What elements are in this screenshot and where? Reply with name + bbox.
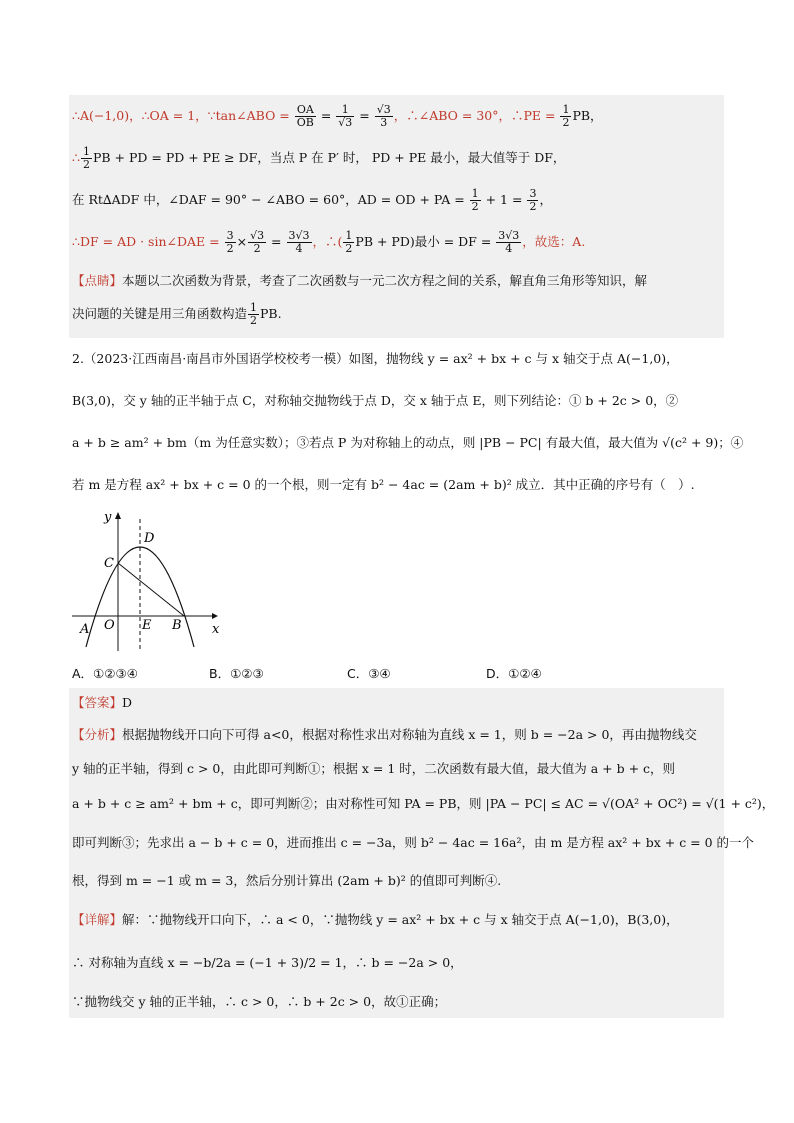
text: 在 Rt∆ADF 中，∠DAF = 90° − ∠ABO = 60°，AD = OD + PA = xyxy=(72,192,469,207)
text: ，∴( xyxy=(312,234,343,249)
comment-tag: 【点睛】 xyxy=(72,273,123,288)
label-x: x xyxy=(212,622,220,637)
label-o: O xyxy=(104,618,115,633)
num: OA xyxy=(295,104,316,117)
num: √3 xyxy=(376,103,391,116)
analysis-line5: 根，得到 m = −1 或 m = 3，然后分别计算出 (2am + b)² 的值即可判断④. xyxy=(72,873,502,888)
question-line4: 若 m 是方程 ax² + bx + c = 0 的一个根，则一定有 b² − 4ac = (2am + b)² 成立．其中正确的序号有（ ）. xyxy=(72,477,695,492)
num: 3 xyxy=(226,229,234,242)
den: 2 xyxy=(226,242,234,255)
y-axis-arrow xyxy=(115,512,121,519)
text: 本题以二次函数为背景，考查了二次函数与一元二次方程之间的关系，解直角三角形等知识，解 xyxy=(122,273,648,288)
num: 1 xyxy=(336,104,354,117)
text: ，∴∠ABO = 30°，∴PE = xyxy=(393,108,560,123)
den: 4 xyxy=(295,242,303,255)
fraction xyxy=(560,104,571,129)
label-y: y xyxy=(104,510,112,525)
fraction xyxy=(295,104,316,129)
analysis-line2: y 轴的正半轴，得到 c > 0，由此即可判断①；根据 x = 1 时，二次函数有最大值，最大值为 a + b + c，则 xyxy=(72,761,676,776)
block1-line3 xyxy=(72,188,552,213)
block1-comment xyxy=(72,272,647,290)
question-line2: B(3,0)，交 y 轴的正半轴于点 C，对称轴交抛物线于点 D，交 x 轴于点 E，则下列结论：① b + 2c > 0，② xyxy=(72,393,679,408)
num: 1 xyxy=(471,187,479,200)
text: 解：∵抛物线开口向下，∴ a < 0，∵抛物线 y = ax² + bx + c 与 x 轴交于点 A(−1,0)，B(3,0)， xyxy=(122,912,679,927)
analysis-line3: a + b + c ≥ am² + bm + c，即可判断②；由对称性可知 PA = PB，则 |PA − PC| ≤ AC = √(OA² + OC²) = √(1 + c²)， xyxy=(72,796,775,811)
detail-tag: 【详解】 xyxy=(72,912,123,927)
den: OB xyxy=(296,116,314,129)
option-b[interactable]: B．①②③ xyxy=(209,666,264,681)
analysis-tag: 【分析】 xyxy=(72,727,123,742)
option-a[interactable]: A．①②③④ xyxy=(72,666,138,681)
option-d[interactable]: D．①②④ xyxy=(486,666,542,681)
text: ，故选：A. xyxy=(522,234,586,249)
text: 决问题的关键是用三角函数构造 xyxy=(72,306,248,321)
label-a: A xyxy=(80,622,90,637)
den: 2 xyxy=(82,158,90,171)
fraction xyxy=(81,146,92,171)
fraction xyxy=(248,230,266,255)
fraction xyxy=(470,188,481,213)
num: 1 xyxy=(562,103,570,116)
fraction xyxy=(225,230,236,255)
den: 2 xyxy=(250,314,258,327)
x-axis-arrow xyxy=(212,613,218,619)
fraction xyxy=(527,188,538,213)
num: 1 xyxy=(345,229,353,242)
text: ∴ xyxy=(72,150,80,165)
label-e: E xyxy=(142,618,152,633)
den: 2 xyxy=(471,200,479,213)
block1-line2 xyxy=(72,146,565,171)
answer-tag: 【答案】 xyxy=(72,695,123,710)
text: ， xyxy=(539,192,552,207)
fraction xyxy=(248,302,259,327)
num: √3 xyxy=(250,229,265,242)
den: 4 xyxy=(505,242,513,255)
label-d: D xyxy=(144,531,155,546)
text: ∴DF = AD · sin∠DAE = xyxy=(72,234,224,249)
label-c: C xyxy=(104,556,114,571)
fraction xyxy=(336,104,354,129)
num: 3 xyxy=(529,187,537,200)
question-line1: 2.（2023·江西南昌·南昌市外国语学校校考一模）如图，抛物线 y = ax² + bx + c 与 x 轴交于点 A(−1,0)， xyxy=(72,351,679,366)
den: √3 xyxy=(338,116,353,129)
fraction xyxy=(375,104,393,129)
parabola-graph xyxy=(72,505,232,655)
text: × xyxy=(236,234,248,249)
analysis-line4: 即可判断③；先求出 a − b + c = 0，进而推出 c = −3a，则 b² − 4ac = 16a²，由 m 是方程 ax² + bx + c = 0 的一个 xyxy=(72,835,755,850)
fraction xyxy=(343,230,354,255)
label-b: B xyxy=(172,618,182,633)
text: = xyxy=(355,108,374,123)
text: ∴A(−1,0)，∴OA = 1，∵tan∠ABO = xyxy=(72,108,294,123)
num: 1 xyxy=(250,301,258,314)
text: + 1 = xyxy=(481,192,527,207)
den: 2 xyxy=(253,242,261,255)
answer-line xyxy=(72,694,132,712)
detail-line1 xyxy=(72,911,679,929)
detail-line3: ∵抛物线交 y 轴的正半轴，∴ c > 0，∴ b + 2c > 0，故①正确； xyxy=(72,994,447,1009)
den: 3 xyxy=(380,116,388,129)
den: 2 xyxy=(562,116,570,129)
text: PB， xyxy=(572,108,603,123)
fraction xyxy=(496,230,521,255)
num: 1 xyxy=(82,145,90,158)
detail-line2: ∴ 对称轴为直线 x = −b/2a = (−1 + 3)/2 = 1，∴ b = −2a > 0， xyxy=(72,955,463,970)
num: 3√3 xyxy=(498,229,520,242)
block1-comment2 xyxy=(72,302,282,327)
text: = xyxy=(316,108,336,123)
text: PB. xyxy=(260,306,282,321)
num: 3√3 xyxy=(288,229,310,242)
fraction xyxy=(287,230,312,255)
answer-value: D xyxy=(122,695,133,710)
block1-line1 xyxy=(72,104,603,129)
text: PB + PD = PD + PE ≥ DF，当点 P 在 P′ 时， PD + PE 最小，最大值等于 DF， xyxy=(92,150,566,165)
segment-cb xyxy=(118,563,184,616)
block1-line4 xyxy=(72,230,585,255)
text: = xyxy=(267,234,286,249)
question-line3: a + b ≥ am² + bm（m 为任意实数）；③若点 P 为对称轴上的动点，则 |PB − PC| 有最大值，最大值为 √(c² + 9)；④ xyxy=(72,435,744,450)
den: 2 xyxy=(345,242,353,255)
text: 根据抛物线开口向下可得 a<0，根据对称性求出对称轴为直线 x = 1，则 b = −2a > 0，再由抛物线交 xyxy=(122,727,697,742)
den: 2 xyxy=(529,200,537,213)
option-c[interactable]: C．③④ xyxy=(347,666,391,681)
analysis-line1 xyxy=(72,726,697,744)
text: PB + PD)最小 = DF = xyxy=(355,234,496,249)
